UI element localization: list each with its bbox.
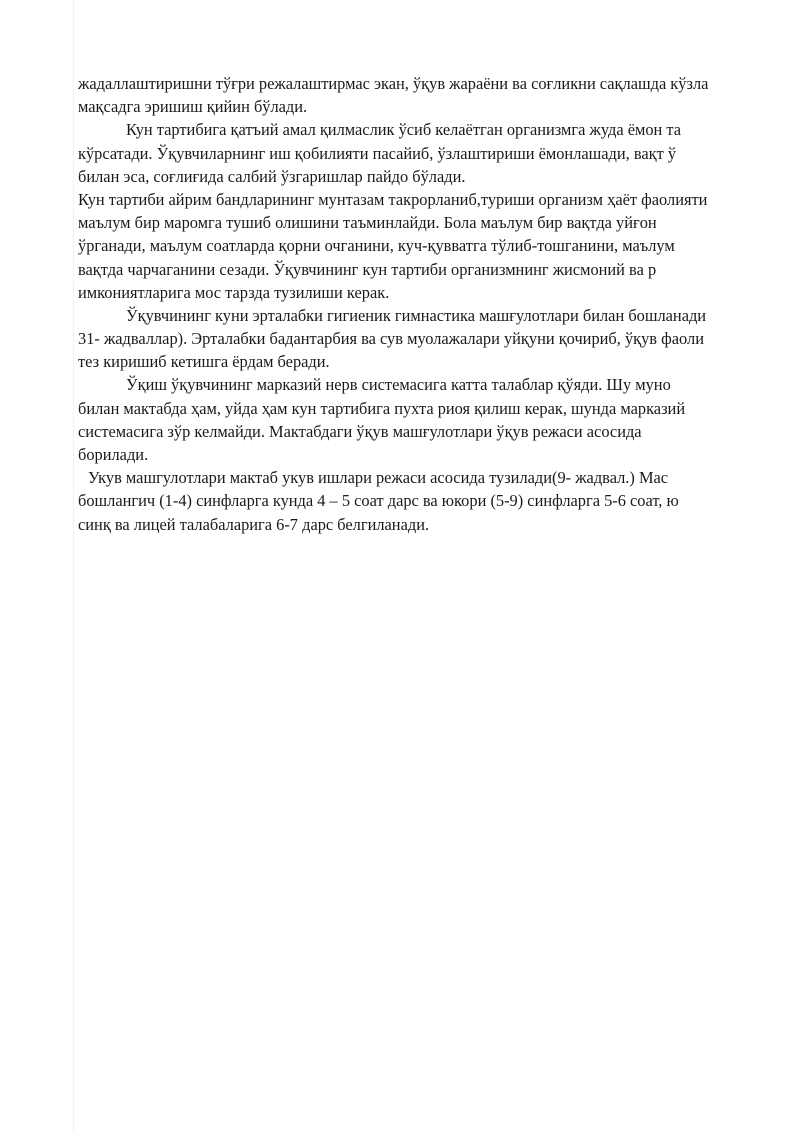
text-line: Ўқиш ўқувчининг марказий нерв системасига катта талаблар қўяди. Шу муно bbox=[126, 375, 671, 395]
text-line: билан мактабда ҳам, уйда ҳам кун тартибига пухта риоя қилиш керак, шунда марказий bbox=[78, 398, 686, 418]
text-line: мақсадга эришиш қийин бўлади. bbox=[78, 97, 308, 117]
text-line: 31- жадваллар). Эрталабки бадантарбия ва сув муолажалари уйқуни қочириб, ўқув фаоли bbox=[78, 329, 704, 349]
text-line: борилади. bbox=[78, 445, 149, 464]
page-margin-line bbox=[73, 0, 74, 1131]
text-line: вақтда чарчаганини сезади. Ўқувчининг кун тартиби организмнинг жисмоний ва р bbox=[78, 259, 657, 279]
document-body-text bbox=[78, 72, 800, 536]
text-line: жадаллаштиришни тўғри режалаштирмас экан, ўқув жараёни ва соғликни сақлашда кўзла bbox=[78, 74, 709, 93]
text-line: синқ ва лицей талабаларига 6-7 дарс белгиланади. bbox=[78, 514, 430, 534]
text-line: Ўқувчининг куни эрталабки гигиеник гимнастика машғулотлари билан бошланади bbox=[126, 305, 707, 325]
text-line: системасига зўр келмайди. Мактабдаги ўқув машғулотлари ўқув режаси асосида bbox=[78, 421, 642, 441]
text-line: имкониятларига мос тарзда тузилиши керак. bbox=[78, 282, 390, 302]
text-line: билан эса, соғлиғида салбий ўзгаришлар пайдо бўлади. bbox=[78, 166, 466, 186]
text-line: бошлангич (1-4) синфларга кунда 4 – 5 соат дарс ва юкори (5-9) синфларга 5-6 соат, ю bbox=[78, 491, 679, 511]
text-line: маълум бир маромга тушиб олишини таъминлайди. Бола маълум бир вақтда уйғон bbox=[78, 213, 657, 233]
text-line: Укув машгулотлари мактаб укув ишлари режаси асосида тузилади(9- жадвал.) Мас bbox=[88, 468, 669, 488]
text-line: ўрганади, маълум соатларда қорни очганини, куч-қувватга тўлиб-тошганини, маълум bbox=[78, 236, 675, 256]
text-line: тез киришиб кетишга ёрдам беради. bbox=[78, 352, 330, 372]
text-line: кўрсатади. Ўқувчиларнинг иш қобилияти пасайиб, ўзлаштириши ёмонлашади, вақт ў bbox=[78, 143, 677, 163]
text-line: Кун тартибига қатъий амал қилмаслик ўсиб келаётган организмга жуда ёмон та bbox=[126, 120, 682, 140]
text-line: Кун тартиби айрим бандларининг мунтазам такрорланиб,туриши организм ҳаёт фаолияти bbox=[78, 189, 708, 209]
